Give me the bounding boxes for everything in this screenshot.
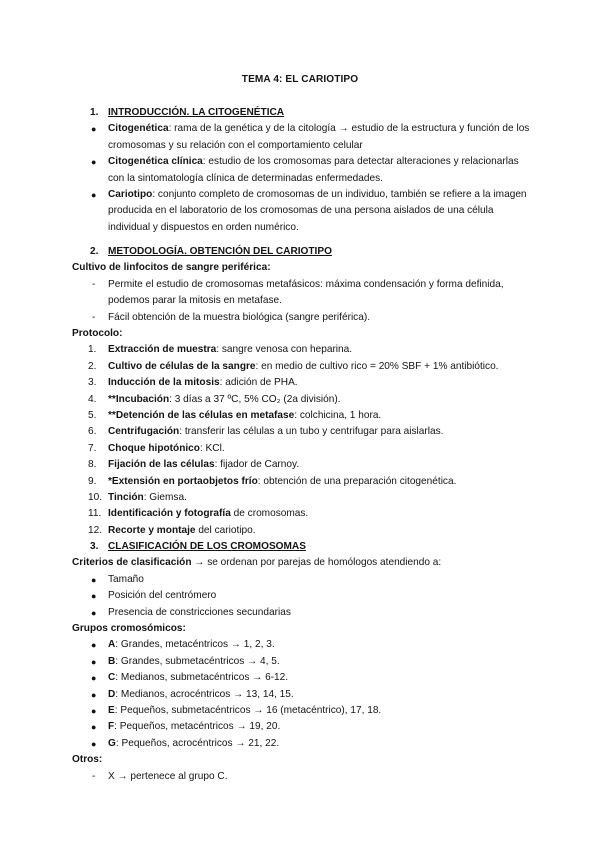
section-title: INTRODUCCIÓN. LA CITOGENÉTICA bbox=[108, 107, 285, 118]
step-term: Tinción bbox=[108, 492, 144, 504]
protocol-step bbox=[0, 441, 600, 457]
protocol-step bbox=[0, 392, 600, 408]
group-letter: A bbox=[108, 639, 116, 651]
section-number: 1. bbox=[90, 107, 99, 118]
dash-icon: - bbox=[92, 278, 96, 290]
group-text: : Grandes, submetacéntricos → 4, 5. bbox=[115, 655, 280, 667]
bullet-icon: ● bbox=[91, 689, 97, 700]
step-number: 11. bbox=[88, 508, 102, 520]
protocol-step bbox=[0, 375, 600, 391]
criterios-line bbox=[0, 555, 600, 571]
step-text: : adición de PHA. bbox=[219, 377, 298, 389]
group-item bbox=[0, 654, 600, 670]
step-number: 6. bbox=[88, 426, 97, 438]
section-title: METODOLOGÍA. OBTENCIÓN DEL CARIOTIPO bbox=[108, 246, 332, 257]
step-term: Inducción de la mitosis bbox=[108, 377, 220, 389]
bullet-icon: ● bbox=[91, 656, 97, 667]
step-text: : fijador de Carnoy. bbox=[214, 459, 300, 471]
group-text: : Grandes, metacéntricos → 1, 2, 3. bbox=[115, 639, 275, 651]
item-text: : rama de la genética y de la citología → estudio de la estructura y función de los cromosomas y su relación con el comportamiento celular bbox=[108, 123, 530, 151]
step-text: : en medio de cultivo rico = 20% SBF + 1% antibiótico. bbox=[255, 360, 499, 372]
step-text: : transferir las células a un tubo y centrifugar para aislarlas. bbox=[179, 426, 444, 438]
cultivo-label: Cultivo de linfocitos de sangre periférica: bbox=[72, 262, 271, 274]
step-term: Identificación y fotografía bbox=[108, 508, 231, 520]
item-term: Citogenética bbox=[108, 123, 169, 135]
otros-label: Otros: bbox=[72, 754, 103, 766]
group-letter: C bbox=[108, 672, 116, 684]
bullet-icon: ● bbox=[91, 706, 97, 717]
group-letter: F bbox=[108, 721, 115, 733]
bullet-icon: ● bbox=[91, 738, 97, 749]
section-introduccion bbox=[0, 105, 600, 236]
section-clasificacion bbox=[0, 539, 600, 785]
list-item bbox=[0, 154, 600, 187]
step-number: 4. bbox=[88, 393, 97, 405]
step-number: 3. bbox=[88, 377, 97, 389]
protocol-step bbox=[0, 490, 600, 506]
bullet-icon: ● bbox=[91, 574, 97, 585]
step-number: 7. bbox=[88, 442, 97, 454]
bullet-icon: ● bbox=[91, 124, 97, 135]
protocol-step bbox=[0, 474, 600, 490]
group-text: : Pequeños, acrocéntricos → 21, 22. bbox=[115, 737, 280, 749]
group-text: : Pequeños, submetacéntricos → 16 (metacéntrico), 17, 18. bbox=[114, 705, 382, 717]
group-item bbox=[0, 703, 600, 719]
group-letter: D bbox=[108, 688, 116, 700]
item-text: Permite el estudio de cromosomas metafásicos: máxima condensación y forma definida, podemos parar la mitosis en metafase. bbox=[108, 278, 504, 307]
group-letter: B bbox=[108, 655, 116, 667]
criterios-label: Criterios de clasificación bbox=[72, 557, 192, 569]
list-item bbox=[0, 121, 600, 154]
section-heading bbox=[0, 539, 600, 555]
step-text: : colchicina, 1 hora. bbox=[294, 410, 382, 422]
item-text: : conjunto completo de cromosomas de un individuo, también se refiere a la imagen producida en el laboratorio de los cromosomas de una persona aislados de una célula individual y dispuestos en orden numérico. bbox=[108, 189, 527, 233]
step-term: Centrifugación bbox=[108, 426, 180, 438]
criterios-text: → se ordenan por parejas de homólogos atendiendo a: bbox=[191, 557, 442, 569]
group-item bbox=[0, 719, 600, 735]
bullet-icon: ● bbox=[91, 722, 97, 733]
step-term: Extracción de muestra bbox=[108, 344, 217, 356]
step-text: del cariotipo. bbox=[195, 524, 256, 536]
item-text: Fácil obtención de la muestra biológica (sangre periférica). bbox=[108, 311, 371, 323]
step-text: : obtención de una preparación citogenética. bbox=[257, 475, 457, 487]
list-item bbox=[0, 310, 600, 326]
section-heading bbox=[0, 105, 600, 121]
item-text: Posición del centrómero bbox=[108, 590, 217, 602]
section-title: CLASIFICACIÓN DE LOS CROMOSOMAS bbox=[108, 541, 306, 552]
bullet-icon: ● bbox=[91, 607, 97, 618]
group-item bbox=[0, 670, 600, 686]
protocol-step bbox=[0, 506, 600, 522]
list-item bbox=[0, 277, 600, 310]
item-text: Presencia de constricciones secundarias bbox=[108, 606, 291, 618]
item-term: Citogenética clínica bbox=[108, 156, 203, 168]
group-item bbox=[0, 736, 600, 752]
step-text: : KCl. bbox=[199, 442, 225, 454]
step-term: Choque hipotónico bbox=[108, 442, 200, 454]
step-number: 8. bbox=[88, 459, 97, 471]
protocol-step bbox=[0, 342, 600, 358]
step-number: 1. bbox=[88, 344, 97, 356]
protocol-step bbox=[0, 408, 600, 424]
protocol-step bbox=[0, 457, 600, 473]
group-text: : Pequeños, metacéntricos → 19, 20. bbox=[114, 721, 281, 733]
dash-icon: - bbox=[92, 770, 96, 782]
bullet-icon: ● bbox=[91, 190, 97, 201]
step-text: : Giemsa. bbox=[143, 492, 187, 504]
step-term: **Detención de las células en metafase bbox=[108, 410, 295, 422]
list-item bbox=[0, 605, 600, 621]
step-number: 12. bbox=[88, 524, 103, 536]
step-number: 10. bbox=[88, 492, 103, 504]
bullet-icon: ● bbox=[91, 591, 97, 602]
group-letter: E bbox=[108, 705, 115, 717]
step-text: : sangre venosa con heparina. bbox=[216, 344, 353, 356]
step-text: de cromosomas. bbox=[230, 508, 309, 520]
document-title: TEMA 4: EL CARIOTIPO bbox=[241, 74, 359, 85]
group-item bbox=[0, 687, 600, 703]
section-number: 3. bbox=[90, 541, 99, 552]
item-text: : estudio de los cromosomas para detectar alteraciones y relacionarlas con la sintomatología clínica de determinadas enfermedades. bbox=[108, 156, 519, 184]
group-item bbox=[0, 637, 600, 653]
protocolo-label: Protocolo: bbox=[72, 328, 123, 339]
list-item bbox=[0, 769, 600, 785]
bullet-icon: ● bbox=[91, 673, 97, 684]
list-item bbox=[0, 572, 600, 588]
item-term: Cariotipo bbox=[108, 189, 153, 201]
group-letter: G bbox=[108, 737, 116, 749]
bullet-icon: ● bbox=[91, 157, 97, 168]
list-item bbox=[0, 588, 600, 604]
group-text: : Medianos, submetacéntricos → 6-12. bbox=[115, 672, 289, 684]
step-term: *Extensión en portaobjetos frío bbox=[108, 475, 258, 487]
list-item bbox=[0, 187, 600, 236]
protocol-step bbox=[0, 424, 600, 440]
bullet-icon: ● bbox=[91, 640, 97, 651]
step-text: : 3 días a 37 ºC, 5% CO₂ (2a división). bbox=[169, 393, 341, 405]
dash-icon: - bbox=[92, 311, 96, 323]
step-term: Recorte y montaje bbox=[108, 524, 196, 536]
step-term: **Incubación bbox=[108, 393, 170, 405]
section-metodologia bbox=[0, 244, 600, 539]
item-text: Tamaño bbox=[108, 573, 144, 585]
step-term: Cultivo de células de la sangre bbox=[108, 360, 256, 372]
step-number: 5. bbox=[88, 410, 97, 422]
grupos-label: Grupos cromosómicos: bbox=[72, 623, 186, 634]
step-number: 9. bbox=[88, 475, 97, 487]
group-text: : Medianos, acrocéntricos → 13, 14, 15. bbox=[115, 688, 294, 700]
section-heading bbox=[0, 244, 600, 260]
section-number: 2. bbox=[90, 246, 99, 257]
item-text: X → pertenece al grupo C. bbox=[108, 770, 228, 782]
step-number: 2. bbox=[88, 360, 97, 372]
step-term: Fijación de las células bbox=[108, 459, 215, 471]
protocol-step bbox=[0, 359, 600, 375]
protocol-step bbox=[0, 523, 600, 539]
